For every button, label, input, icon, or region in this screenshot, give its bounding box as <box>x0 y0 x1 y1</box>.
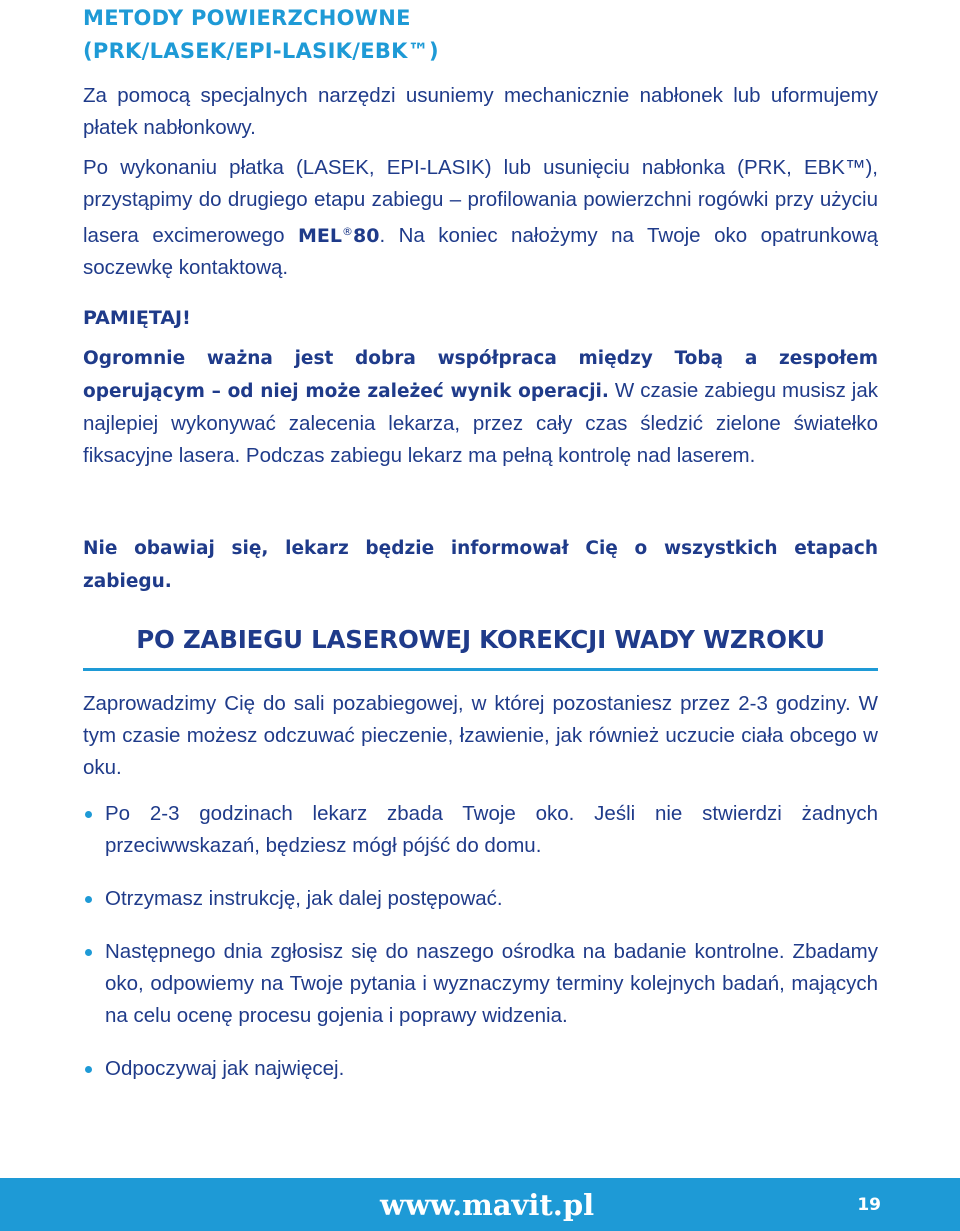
list-item-text: Otrzymasz instrukcję, jak dalej postępować. <box>105 887 503 910</box>
section-divider <box>83 668 878 671</box>
list-item-text: Następnego dnia zgłosisz się do naszego ośrodka na badanie kontrolne. Zbadamy oko, odpowiemy na Twoje pytania i wyznaczymy terminy kolejnych badań, mających na celu ocenę procesu gojenia i poprawy widzenia. <box>105 940 878 1027</box>
paragraph-cooperation <box>83 342 878 472</box>
paragraph-profiling-text: Po wykonaniu płatka (LASEK, EPI-LASIK) lub usunięciu nabłonka (PRK, EBK™), przystąpimy do drugiego etapu zabiegu – profilowania powierzchni rogówki przy użyciu lasera excimerowego <box>83 156 878 247</box>
paragraph-profiling-end: . Na koniec nałożymy na Twoje oko opatrunkową soczewkę kontaktową. <box>83 224 878 279</box>
paragraph-reassurance-emphasis: Nie obawiaj się, lekarz będzie informował Cię o wszystkich etapach zabiegu. <box>83 538 878 592</box>
aftercare-list <box>83 798 878 1106</box>
laser-brand-name <box>298 225 379 247</box>
list-item <box>83 1053 878 1085</box>
section-title-after-surgery: PO ZABIEGU LASEROWEJ KOREKCJI WADY WZROKU <box>136 625 825 654</box>
laser-brand-name-part: MEL <box>297 225 342 247</box>
list-item <box>83 883 878 915</box>
bullet-dot-icon <box>85 1066 92 1073</box>
bullet-dot-icon <box>85 896 92 903</box>
footer-bar <box>0 1178 960 1231</box>
remember-heading: PAMIĘTAJ! <box>83 307 191 329</box>
paragraph-profiling <box>83 152 878 284</box>
website-link[interactable]: www.mavit.pl <box>380 1188 595 1222</box>
paragraph-recovery-room: Zaprowadzimy Cię do sali pozabiegowej, w której pozostaniesz przez 2-3 godziny. W tym czasie możesz odczuwać pieczenie, łzawienie, jak również uczucie ciała obcego w oku. <box>83 692 878 779</box>
paragraph-epithelium: Za pomocą specjalnych narzędzi usuniemy mechanicznie nabłonek lub uformujemy płatek nabłonkowy. <box>83 84 878 139</box>
laser-brand-model: 80 <box>352 225 380 247</box>
page-number: 19 <box>857 1195 881 1215</box>
list-item <box>83 936 878 1032</box>
section-title-line-2: (PRK/LASEK/EPI-LASIK/EBK™) <box>83 39 439 63</box>
list-item-text: Po 2-3 godzinach lekarz zbada Twoje oko. Jeśli nie stwierdzi żadnych przeciwwskazań, będziesz mógł pójść do domu. <box>105 802 878 857</box>
list-item <box>83 798 878 862</box>
paragraph-reassurance <box>83 532 878 598</box>
paragraph-cooperation-text: W czasie zabiegu musisz jak najlepiej wykonywać zalecenia lekarza, przez cały czas śledzić zielone światełko fiksacyjne lasera. Podczas zabiegu lekarz ma pełną kontrolę nad laserem. <box>83 379 878 467</box>
bullet-dot-icon <box>85 949 92 956</box>
bullet-dot-icon <box>85 811 92 818</box>
paragraph-cooperation-emphasis: Ogromnie ważna jest dobra współpraca między Tobą a zespołem operującym – od niej może zależeć wynik operacji. <box>83 348 878 402</box>
section-title-surface-methods <box>83 2 878 68</box>
registered-mark: ® <box>341 225 353 238</box>
list-item-text: Odpoczywaj jak najwięcej. <box>105 1057 345 1080</box>
section-title-line-1: METODY POWIERZCHOWNE <box>83 6 411 30</box>
